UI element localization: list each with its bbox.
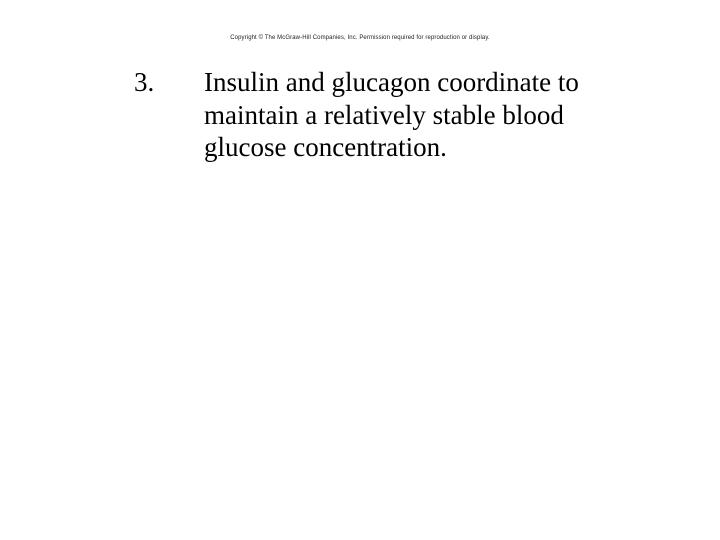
copyright-notice: Copyright © The McGraw-Hill Companies, Inc. Permission required for reproduction or display. <box>230 35 490 41</box>
item-text: Insulin and glucagon coordinate to maintain a relatively stable blood glucose concentration. <box>204 67 579 162</box>
item-number: 3. <box>134 67 155 97</box>
